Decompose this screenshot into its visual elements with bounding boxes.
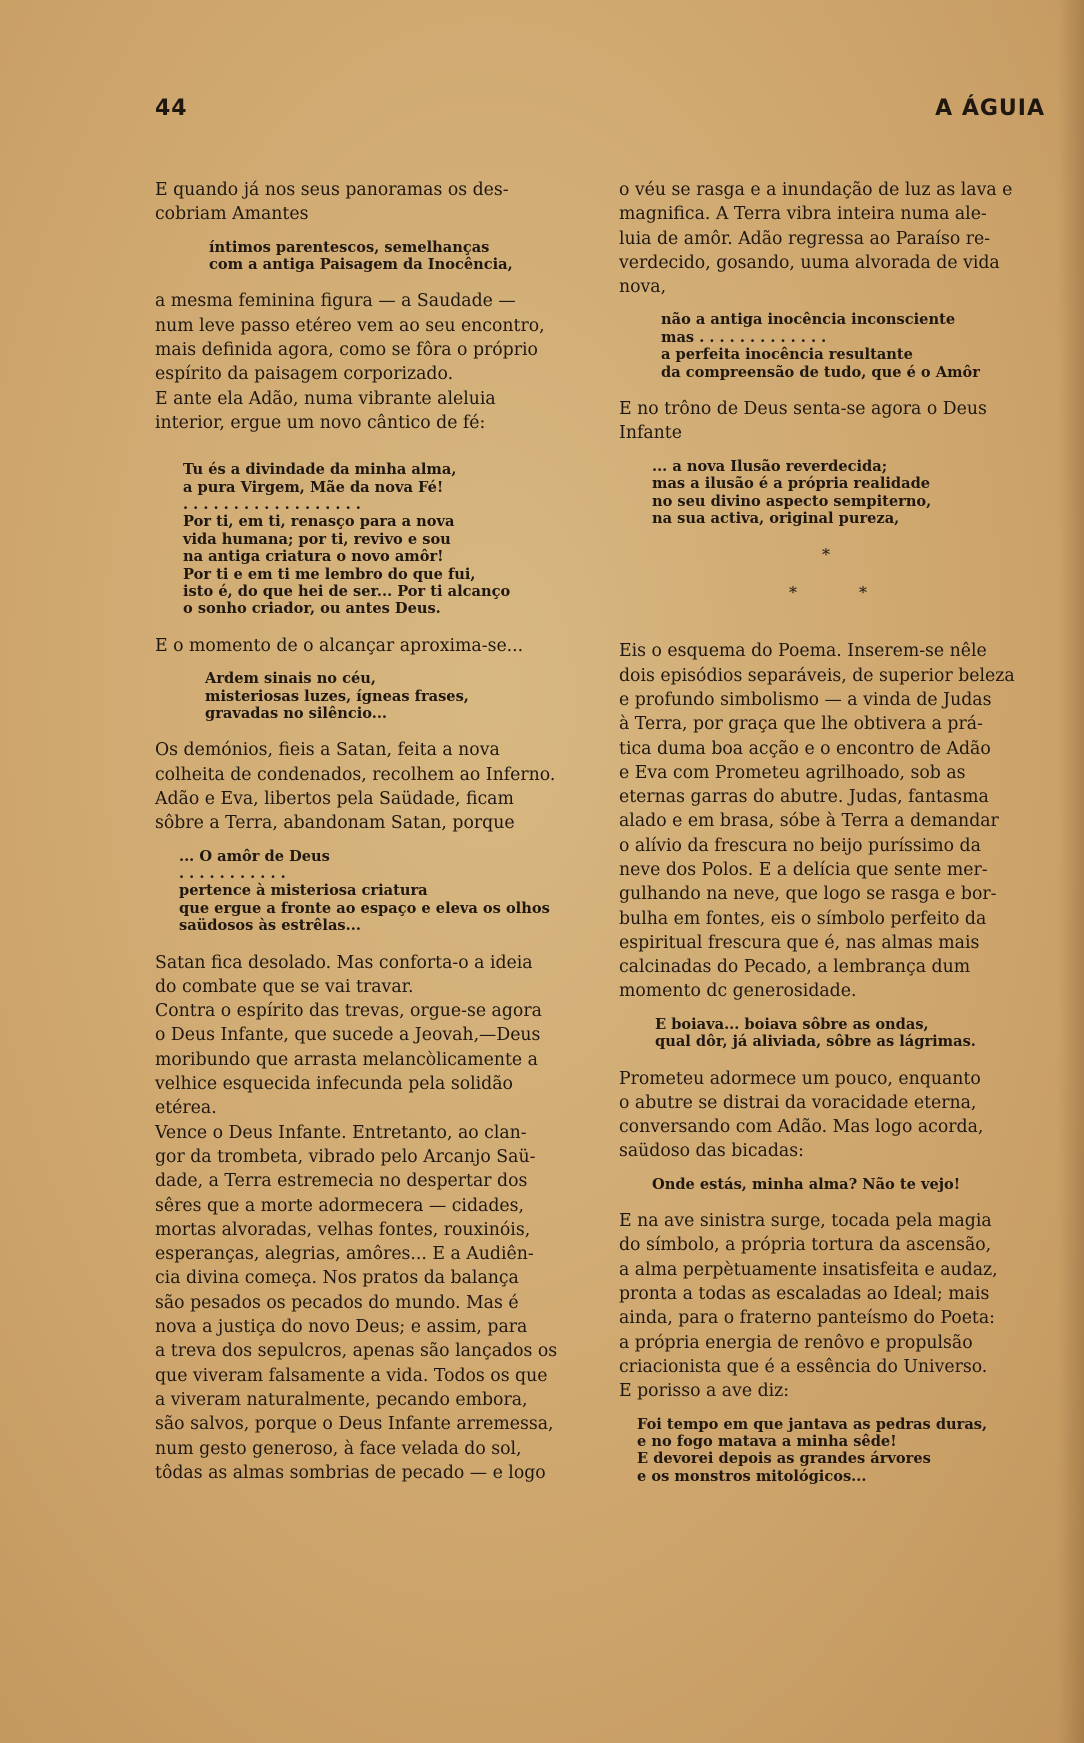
asterisk: * [822, 545, 830, 565]
text-line: luia de amôr. Adão regressa ao Paraíso re- [619, 228, 991, 249]
text-line: E devorei depois as grandes árvores [637, 1450, 931, 1468]
text-line: Por ti, em ti, renasço para a nova [183, 513, 455, 531]
text-line: nova a justiça do novo Deus; e assim, para [155, 1317, 528, 1338]
verse-quote [619, 458, 1042, 528]
text-line: na antiga criatura o novo amôr! [183, 548, 444, 566]
text-line: Contra o espírito das trevas, orgue-se agora [155, 1001, 542, 1022]
journal-title: A ÁGUIA [935, 96, 1045, 121]
text-line: Adão e Eva, libertos pela Saüdade, ficam [155, 788, 514, 809]
text-line: o alívio da frescura no beijo puríssimo da [619, 835, 981, 856]
text-line: E porisso a ave diz: [619, 1381, 790, 1402]
text-line: que viveram falsamente a vida. Todos os que [155, 1365, 548, 1386]
text-line: a viveram naturalmente, pecando embora, [155, 1389, 528, 1410]
text-line: velhice esquecida infecunda pela solidão [155, 1074, 513, 1095]
text-line: a perfeita inocência resultante [661, 346, 913, 364]
prose-paragraph [619, 1067, 1042, 1164]
prose-paragraph [619, 397, 1042, 446]
text-line: a alma perpètuamente insatisfeita e audaz, [619, 1259, 998, 1280]
text-line: mas . . . . . . . . . . . . . [661, 328, 827, 346]
text-line: cia divina começa. Nos pratos da balança [155, 1268, 519, 1289]
prose-paragraph [155, 178, 583, 227]
text-line: saüdosos às estrêlas... [179, 917, 361, 935]
prose-paragraph [155, 951, 583, 1486]
text-line: com a antiga Paisagem da Inocência, [209, 256, 513, 273]
text-line: sôbre a Terra, abandonam Satan, porque [155, 813, 515, 834]
text-line: qual dôr, já aliviada, sôbre as lágrimas. [655, 1033, 976, 1051]
text-line: dade, a Terra estremecia no despertar dos [155, 1171, 528, 1192]
text-line: Por ti e em ti me lembro do que fui, [183, 565, 476, 583]
verse-quote [155, 848, 583, 935]
text-line: do símbolo, a própria tortura da ascensão, [619, 1235, 992, 1256]
text-line: calcinadas do Pecado, a lembrança dum [619, 957, 971, 978]
running-header [155, 96, 1045, 130]
text-line: Os demónios, fieis a Satan, feita a nova [155, 740, 500, 761]
text-line: num gesto generoso, à face velada do sol, [155, 1438, 522, 1459]
page-edge-shadow [1058, 0, 1084, 1743]
text-line: não a antiga inocência inconsciente [661, 311, 956, 329]
verse-quote [619, 1176, 1042, 1193]
text-line: Infante [619, 423, 682, 444]
prose-paragraph [155, 634, 583, 658]
text-line: sêres que a morte adormecera — cidades, [155, 1195, 524, 1216]
text-line: o Deus Infante, que sucede a Jeovah,—Deus [155, 1025, 541, 1046]
text-line: verdecido, gosando, uuma alvorada de vida [619, 252, 1000, 273]
text-line: Tu és a divindade da minha alma, [183, 461, 457, 479]
text-line: neve dos Polos. E a delícia que sente mer- [619, 860, 988, 880]
text-line: tica duma boa acção e o encontro de Adão [619, 738, 991, 759]
left-column [155, 178, 583, 1497]
text-line: momento dc generosidade. [619, 981, 857, 1002]
text-line: bulha em fontes, eis o símbolo perfeito da [619, 908, 987, 929]
prose-paragraph [155, 289, 583, 435]
text-line: pronta a todas as escaladas ao Ideal; mais [619, 1284, 990, 1305]
text-line: saüdoso das bicadas: [619, 1141, 804, 1162]
text-line: E no trôno de Deus senta-se agora o Deus [619, 399, 987, 420]
text-line: interior, ergue um novo cântico de fé: [155, 412, 486, 433]
text-line: na sua activa, original pureza, [652, 509, 900, 527]
text-line: e profundo simbolismo — a vinda de Judas [619, 689, 992, 710]
asterisk: * [859, 583, 867, 603]
text-line: da compreensão de tudo, que é o Amôr [661, 363, 980, 381]
text-line: Satan fica desolado. Mas conforta-o a ideia [155, 952, 533, 973]
text-line: espiritual frescura que é, nas almas mais [619, 932, 980, 953]
text-line: Eis o esquema do Poema. Inserem-se nêle [619, 641, 987, 662]
text-line: E na ave sinistra surge, tocada pela magia [619, 1211, 992, 1232]
text-line: . . . . . . . . . . . [179, 864, 286, 882]
text-line: mortas alvoradas, velhas fontes, rouxinóis, [155, 1219, 531, 1240]
text-line: tôdas as almas sombrias de pecado — e logo [155, 1462, 546, 1483]
text-line: dois episódios separáveis, de superior beleza [619, 665, 1015, 686]
text-line: são salvos, porque o Deus Infante arremessa, [155, 1414, 554, 1435]
text-line: pertence à misteriosa criatura [179, 882, 428, 900]
text-line: Onde estás, minha alma? Não te vejo! [652, 1175, 961, 1193]
verse-quote [619, 311, 1042, 381]
text-line: alado e em brasa, sóbe à Terra a demandar [619, 811, 999, 832]
text-line: ... O amôr de Deus [179, 847, 330, 865]
text-line: mas a ilusão é a própria realidade [652, 475, 931, 493]
text-line: E quando já nos seus panoramas os des- [155, 180, 509, 200]
text-line: criacionista que é a essência do Universo. [619, 1356, 988, 1377]
text-line: eternas garras do abutre. Judas, fantasma [619, 787, 989, 808]
text-line: a pura Virgem, Mãe da nova Fé! [183, 478, 444, 496]
text-line: Vence o Deus Infante. Entretanto, ao clan- [155, 1122, 527, 1143]
text-line: esperanças, alegrias, amôres... E a Audiên- [155, 1244, 534, 1265]
page-number: 44 [155, 96, 188, 121]
text-line: do combate que se vai travar. [155, 976, 414, 997]
text-line: o véu se rasga e a inundação de luz as lava e [619, 180, 1013, 200]
text-line: vida humana; por ti, revivo e sou [183, 530, 451, 548]
verse-quote [155, 239, 583, 274]
text-line: moribundo que arrasta melancòlicamente a [155, 1049, 538, 1070]
text-line: Foi tempo em que jantava as pedras duras, [637, 1415, 988, 1433]
text-line: nova, [619, 277, 667, 298]
text-line: num leve passo etéreo vem ao seu encontro, [155, 315, 545, 336]
text-line: e no fogo matava a minha sêde! [637, 1432, 897, 1450]
text-line: a treva dos sepulcros, apenas são lançados os [155, 1341, 558, 1362]
text-line: ... a nova Ilusão reverdecida; [652, 457, 888, 475]
text-line: magnifica. A Terra vibra inteira numa ale- [619, 204, 987, 225]
text-line: à Terra, por graça que lhe obtivera a prá- [619, 714, 983, 735]
text-line: que ergue a fronte ao espaço e eleva os olhos [179, 899, 550, 917]
verse-quote [619, 1016, 1042, 1051]
text-line: . . . . . . . . . . . . . . . . . . [183, 496, 361, 513]
text-line: são pesados os pecados do mundo. Mas é [155, 1292, 519, 1313]
text-line: o sonho criador, ou antes Deus. [183, 600, 441, 618]
text-line: e Eva com Prometeu agrilhoado, sob as [619, 762, 966, 783]
text-line: colheita de condenados, recolhem ao Inferno. [155, 764, 556, 785]
text-line: o abutre se distrai da voracidade eterna, [619, 1092, 977, 1113]
text-line: misteriosas luzes, ígneas frases, [205, 687, 469, 705]
text-line: E o momento de o alcançar aproxima-se... [155, 635, 524, 656]
text-line: gulhando na neve, que logo se rasga e bor- [619, 884, 997, 905]
prose-paragraph [155, 738, 583, 835]
text-line: cobriam Amantes [155, 204, 309, 225]
prose-paragraph [619, 1209, 1042, 1403]
text-line: gor da trombeta, vibrado pelo Arcanjo Saü- [155, 1146, 536, 1167]
prose-paragraph [619, 178, 1042, 299]
verse-quote [619, 1416, 1042, 1486]
text-line: íntimos parentescos, semelhanças [209, 238, 490, 256]
text-line: e os monstros mitológicos... [637, 1467, 867, 1485]
text-line: Ardem sinais no céu, [205, 670, 376, 688]
text-line: a própria energia de renôvo e propulsão [619, 1332, 973, 1353]
verse-quote [155, 461, 583, 618]
text-line: no seu divino aspecto sempiterno, [652, 492, 932, 510]
right-column [619, 178, 1042, 1501]
text-line: a mesma feminina figura — a Saudade — [155, 291, 516, 312]
text-line: gravadas no silêncio... [205, 704, 388, 722]
prose-paragraph [619, 639, 1042, 1003]
text-line: mais definida agora, como se fôra o próprio [155, 340, 538, 360]
text-line: isto é, do que hei de ser... Por ti alcanço [183, 583, 511, 601]
text-line: Prometeu adormece um pouco, enquanto [619, 1068, 981, 1089]
verse-quote [155, 670, 583, 722]
text-line: etérea. [155, 1098, 217, 1119]
section-break-asterisks [619, 543, 1042, 617]
text-line: conversando com Adão. Mas logo acorda, [619, 1117, 984, 1138]
text-line: ainda, para o fraterno panteísmo do Poeta: [619, 1308, 995, 1329]
text-line: espírito da paisagem corporizado. [155, 364, 454, 385]
text-line: E boiava... boiava sôbre as ondas, [655, 1015, 929, 1033]
text-line: E ante ela Adão, numa vibrante aleluia [155, 388, 496, 409]
asterisk: * [789, 583, 797, 603]
